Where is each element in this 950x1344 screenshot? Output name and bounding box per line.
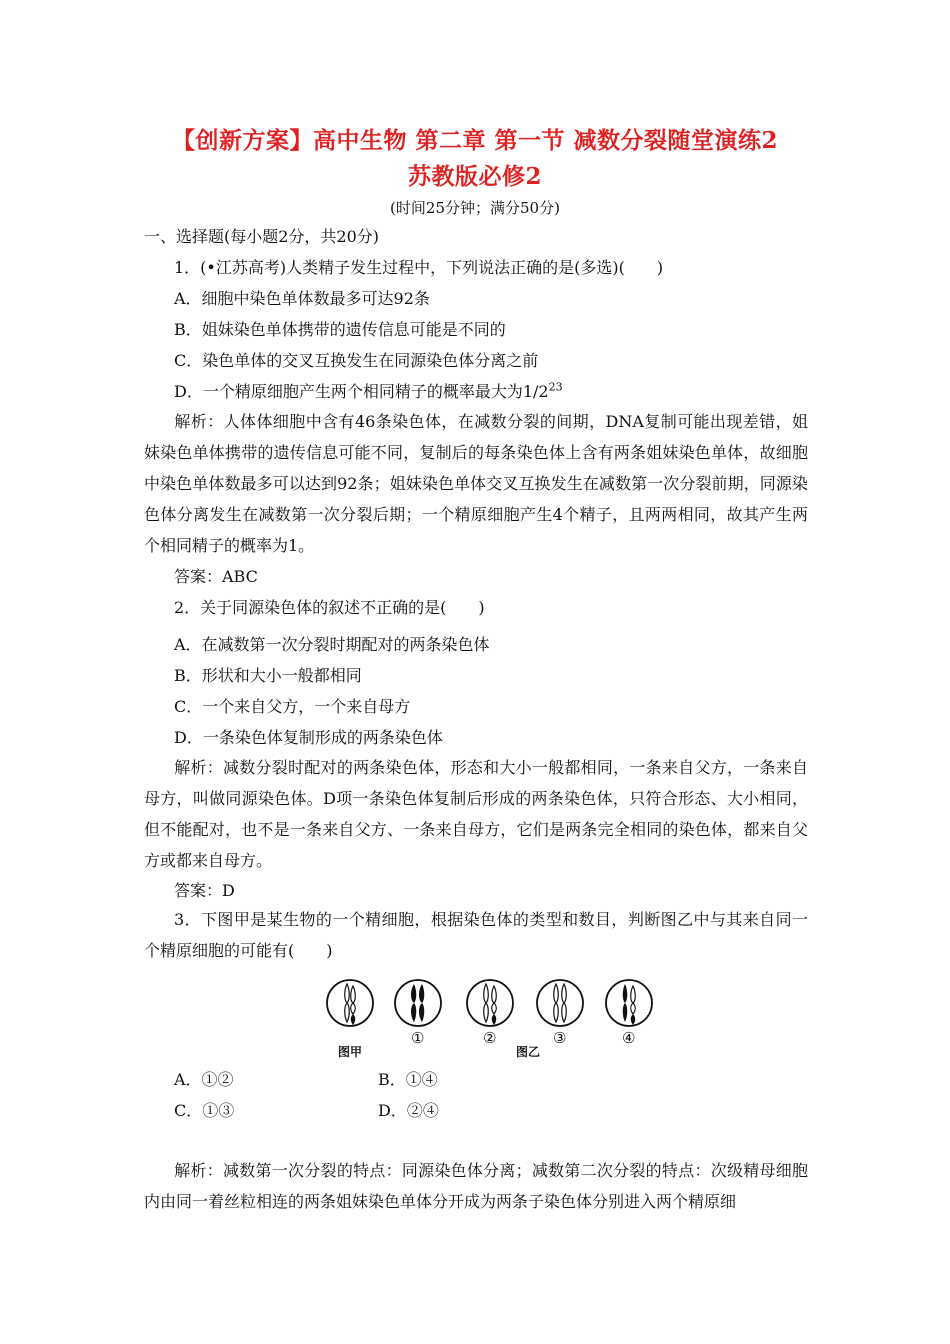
chromosome-figure — [320, 970, 660, 1065]
q1-analysis — [144, 406, 808, 561]
q1-stem: 1．(•江苏高考)人类精子发生过程中，下列说法正确的是(多选)( ) — [174, 258, 664, 277]
label-yi: 图乙 — [516, 1045, 541, 1059]
chromosome-figure-svg — [320, 970, 660, 1065]
cell-1 — [395, 980, 441, 1026]
q3-analysis-text: 解析：减数第一次分裂的特点：同源染色体分离；减数第二次分裂的特点：次级精母细胞内由同一着丝粒相连的两条姐妹染色单体分开成为两条子染色体分别进入两个精原细 — [144, 1161, 808, 1211]
q2-option-b: B．形状和大小一般都相同 — [174, 666, 362, 685]
time-note: (时间25分钟；满分50分) — [390, 199, 560, 217]
q3-option-a: A．①② — [174, 1070, 234, 1089]
q2-option-a: A．在减数第一次分裂时期配对的两条染色体 — [174, 635, 490, 654]
document-title-line2: 苏教版必修2 — [407, 163, 542, 190]
q2-option-c: C．一个来自父方，一个来自母方 — [174, 697, 411, 716]
q2-analysis — [144, 752, 808, 876]
label-num-2: ② — [483, 1029, 497, 1047]
q3-analysis — [144, 1155, 808, 1217]
q3-option-c: C．①③ — [174, 1101, 235, 1120]
cell-4 — [606, 980, 652, 1026]
label-num-4: ④ — [622, 1029, 636, 1047]
q2-stem: 2．关于同源染色体的叙述不正确的是( ) — [174, 598, 485, 617]
q2-answer: 答案：D — [174, 881, 235, 900]
label-num-3: ③ — [553, 1029, 567, 1047]
q3-option-d: D．②④ — [378, 1101, 439, 1120]
document-title-line1: 【创新方案】高中生物 第二章 第一节 减数分裂随堂演练2 — [171, 127, 779, 154]
q3-stem-text: 3．下图甲是某生物的一个精细胞，根据染色体的类型和数目，判断图乙中与其来自同一个精原细胞的可能有( ) — [144, 910, 808, 960]
cell-2 — [467, 980, 513, 1026]
q1-option-a: A．细胞中染色单体数最多可达92条 — [174, 289, 430, 308]
q1-option-d-exponent: 23 — [548, 380, 563, 394]
q1-option-c: C．染色单体的交叉互换发生在同源染色体分离之前 — [174, 351, 539, 370]
cell-jia — [327, 980, 373, 1026]
label-jia: 图甲 — [338, 1045, 363, 1059]
q2-option-d: D．一条染色体复制形成的两条染色体 — [174, 728, 443, 747]
q3-option-b: B．①④ — [378, 1070, 438, 1089]
q1-option-b: B．姐妹染色单体携带的遗传信息可能是不同的 — [174, 320, 506, 339]
q2-analysis-text: 解析：减数分裂时配对的两条染色体，形态和大小一般都相同，一条来自父方，一条来自母方，叫做同源染色体。D项一条染色体复制后形成的两条染色体，只符合形态、大小相同，但不能配对，也不是一条来自父方、一条来自母方，它们是两条完全相同的染色体，都来自父方或都来自母方。 — [144, 758, 808, 870]
section-heading: 一、选择题(每小题2分，共20分) — [144, 227, 380, 246]
cell-3 — [537, 980, 583, 1026]
q3-stem — [144, 904, 808, 966]
q1-option-d — [174, 381, 563, 403]
q1-analysis-text: 解析：人体体细胞中含有46条染色体，在减数分裂的间期，DNA复制可能出现差错，姐妹染色单体携带的遗传信息可能不同，复制后的每条染色体上含有两条姐妹染色单体，故细胞中染色单体数最多可以达到92条；姐妹染色单体交叉互换发生在减数第一次分裂前期，同源染色体分离发生在减数第一次分裂后期；一个精原细胞产生4个精子，且两两相同，故其产生两个相同精子的概率为1。 — [144, 412, 808, 555]
q1-answer: 答案：ABC — [174, 567, 258, 586]
q1-option-d-text: D．一个精原细胞产生两个相同精子的概率最大为1/2 — [174, 382, 549, 401]
label-num-1: ① — [411, 1029, 425, 1047]
